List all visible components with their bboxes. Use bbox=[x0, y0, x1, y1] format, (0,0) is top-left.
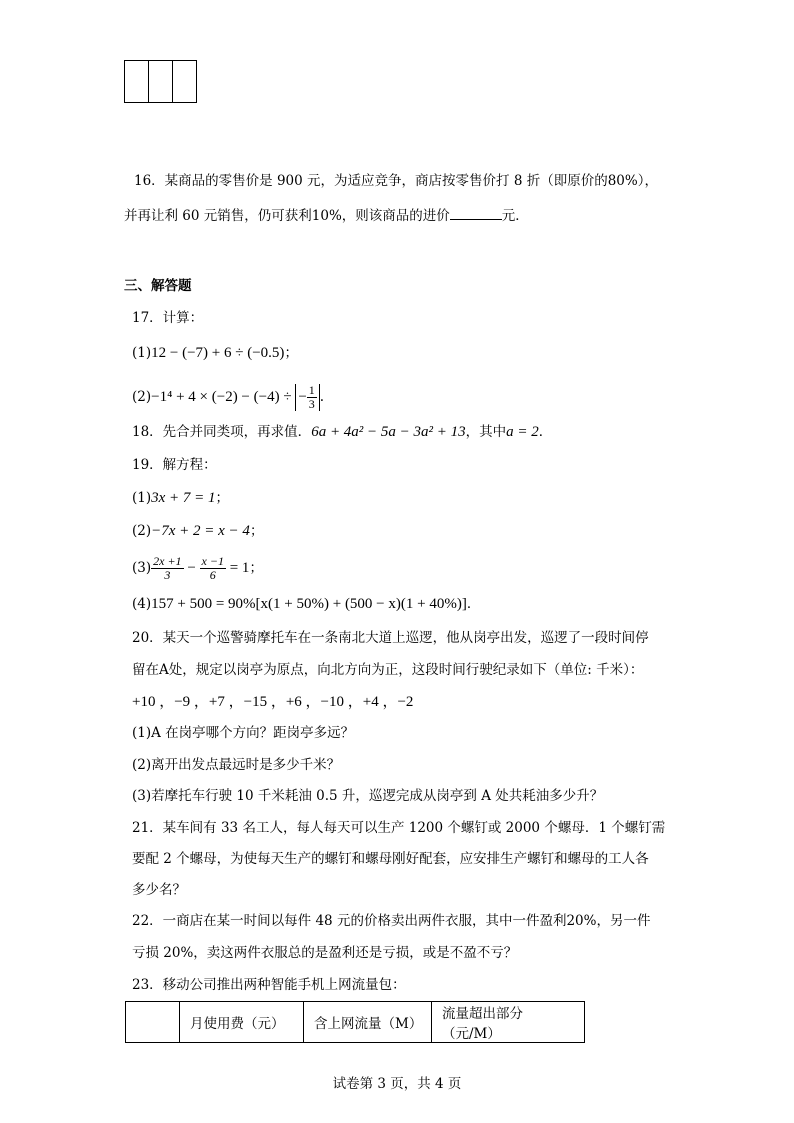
q22-line2: 亏损 20%，卖这两件衣服总的是盈利还是亏损，或是不盈不亏？ bbox=[132, 945, 518, 961]
q17-abs-sign: − bbox=[298, 388, 307, 405]
q19-part3-label: (3) bbox=[132, 560, 152, 576]
q19-fraction-2 bbox=[200, 555, 226, 582]
q16-line1: 16．某商品的零售价是 900 元，为适应竞争，商店按零售价打 8 折（即原价的80%）， bbox=[134, 173, 658, 189]
q18-mid: ，其中 bbox=[465, 424, 507, 440]
q18-cond: a = 2 bbox=[506, 424, 539, 440]
q17-part1-end: ； bbox=[284, 345, 298, 361]
q19-part1-expr: 3x + 7 = 1 bbox=[151, 490, 216, 506]
q19-part3-end: ； bbox=[249, 560, 263, 576]
q17-part1-expr: 12 − (−7) + 6 ÷ (−0.5) bbox=[151, 345, 285, 361]
answer-box bbox=[124, 60, 149, 103]
q17-absolute-value bbox=[295, 384, 319, 411]
q17-part2-end: . bbox=[319, 389, 325, 405]
q19-part2-label: (2) bbox=[132, 523, 152, 539]
q20-line2: 留在A处，规定以岗亭为原点，向北方向为正，这段时间行驶纪录如下（单位: 千米）： bbox=[132, 662, 644, 678]
answer-box bbox=[172, 60, 197, 103]
q19-part3-minus: − bbox=[183, 560, 200, 576]
q19-frac1-num: 2x +1 bbox=[153, 554, 182, 568]
q19-part3 bbox=[132, 553, 263, 583]
q19-title: 19．解方程： bbox=[132, 457, 217, 473]
q19-part3-rhs: = 1 bbox=[225, 560, 250, 576]
q17-part1-label: (1) bbox=[132, 345, 152, 361]
q19-part1-label: (1) bbox=[132, 490, 152, 506]
table-header-cell: 流量超出部分（元/M） bbox=[432, 1002, 585, 1043]
q18-end: ． bbox=[538, 424, 553, 440]
q19-frac1-den: 3 bbox=[164, 568, 171, 582]
q18-text: 18．先合并同类项，再求值． bbox=[132, 424, 312, 440]
q18 bbox=[132, 423, 552, 441]
q19-frac2-num: x −1 bbox=[201, 554, 224, 568]
q16-line2-end: 元． bbox=[501, 208, 529, 224]
page-footer: 试卷第 3 页，共 4 页 bbox=[332, 1076, 462, 1092]
q19-part4-label: (4) bbox=[132, 596, 152, 612]
q23-title: 23．移动公司推出两种智能手机上网流量包： bbox=[132, 977, 406, 993]
q17-part1 bbox=[132, 344, 298, 362]
table-header-cell: 月使用费（元） bbox=[180, 1002, 304, 1043]
answer-box bbox=[148, 60, 173, 103]
q21-line1: 21．某车间有 33 名工人，每人每天可以生产 1200 个螺钉或 2000 个螺母．1 个螺钉需 bbox=[132, 820, 666, 836]
q18-expr: 6a + 4a² − 5a − 3a² + 13 bbox=[311, 424, 466, 440]
table-header-cell bbox=[126, 1002, 180, 1043]
q17-fraction-den: 3 bbox=[308, 397, 315, 411]
q21-line2: 要配 2 个螺母，为使每天生产的螺钉和螺母刚好配套，应安排生产螺钉和螺母的工人各 bbox=[132, 851, 649, 867]
q20-part2: (2)离开出发点最远时是多少千米？ bbox=[132, 757, 341, 773]
q17-part2-expr: −1⁴ + 4 × (−2) − (−4) ÷ bbox=[151, 389, 296, 405]
table-header-cell: 含上网流量（M） bbox=[304, 1002, 432, 1043]
q19-part4-expr: 157 + 500 = 90%[x(1 + 50%) + (500 − x)(1 + 40%)] bbox=[151, 596, 467, 612]
q19-part2 bbox=[132, 522, 263, 540]
section-title: 三、解答题 bbox=[124, 278, 192, 294]
q20-part1: (1)A 在岗亭哪个方向？距岗亭多远？ bbox=[132, 725, 355, 741]
q19-part1-end: ； bbox=[215, 490, 230, 506]
q19-fraction-1 bbox=[151, 555, 183, 582]
table-row bbox=[126, 1002, 585, 1043]
q23-table bbox=[125, 1001, 585, 1043]
q17-title: 17．计算： bbox=[132, 310, 204, 326]
q17-fraction-num: 1 bbox=[308, 383, 315, 397]
q19-part1 bbox=[132, 489, 229, 507]
q16-line2 bbox=[124, 205, 529, 225]
q19-part2-expr: −7x + 2 = x − 4 bbox=[151, 523, 250, 539]
q20-line3: +10 ，−9 ，+7 ，−15 ，+6 ，−10 ，+4 ，−2 bbox=[132, 694, 414, 710]
q19-part2-end: ； bbox=[249, 523, 264, 539]
q19-part4 bbox=[132, 595, 480, 613]
answer-boxes bbox=[125, 60, 197, 103]
q17-fraction bbox=[307, 384, 317, 411]
q17-part2-label: (2) bbox=[132, 389, 152, 405]
q17-part2 bbox=[132, 384, 324, 411]
q22-line1: 22．一商店在某一时间以每件 48 元的价格卖出两件衣服，其中一件盈利20%，另一件 bbox=[132, 913, 651, 929]
q16-line2-text: 并再让利 60 元销售，仍可获利10%，则该商品的进价 bbox=[124, 208, 450, 224]
q21-line3: 多少名？ bbox=[132, 882, 186, 898]
q16-answer-blank[interactable] bbox=[450, 205, 502, 220]
q19-frac2-den: 6 bbox=[209, 568, 216, 582]
q19-part4-end: ． bbox=[466, 596, 481, 612]
q20-line1: 20．某天一个巡警骑摩托车在一条南北大道上巡逻，他从岗亭出发，巡逻了一段时间停 bbox=[132, 630, 649, 646]
q20-part3: (3)若摩托车行驶 10 千米耗油 0.5 升，巡逻完成从岗亭到 A 处共耗油多少升？ bbox=[132, 788, 604, 804]
